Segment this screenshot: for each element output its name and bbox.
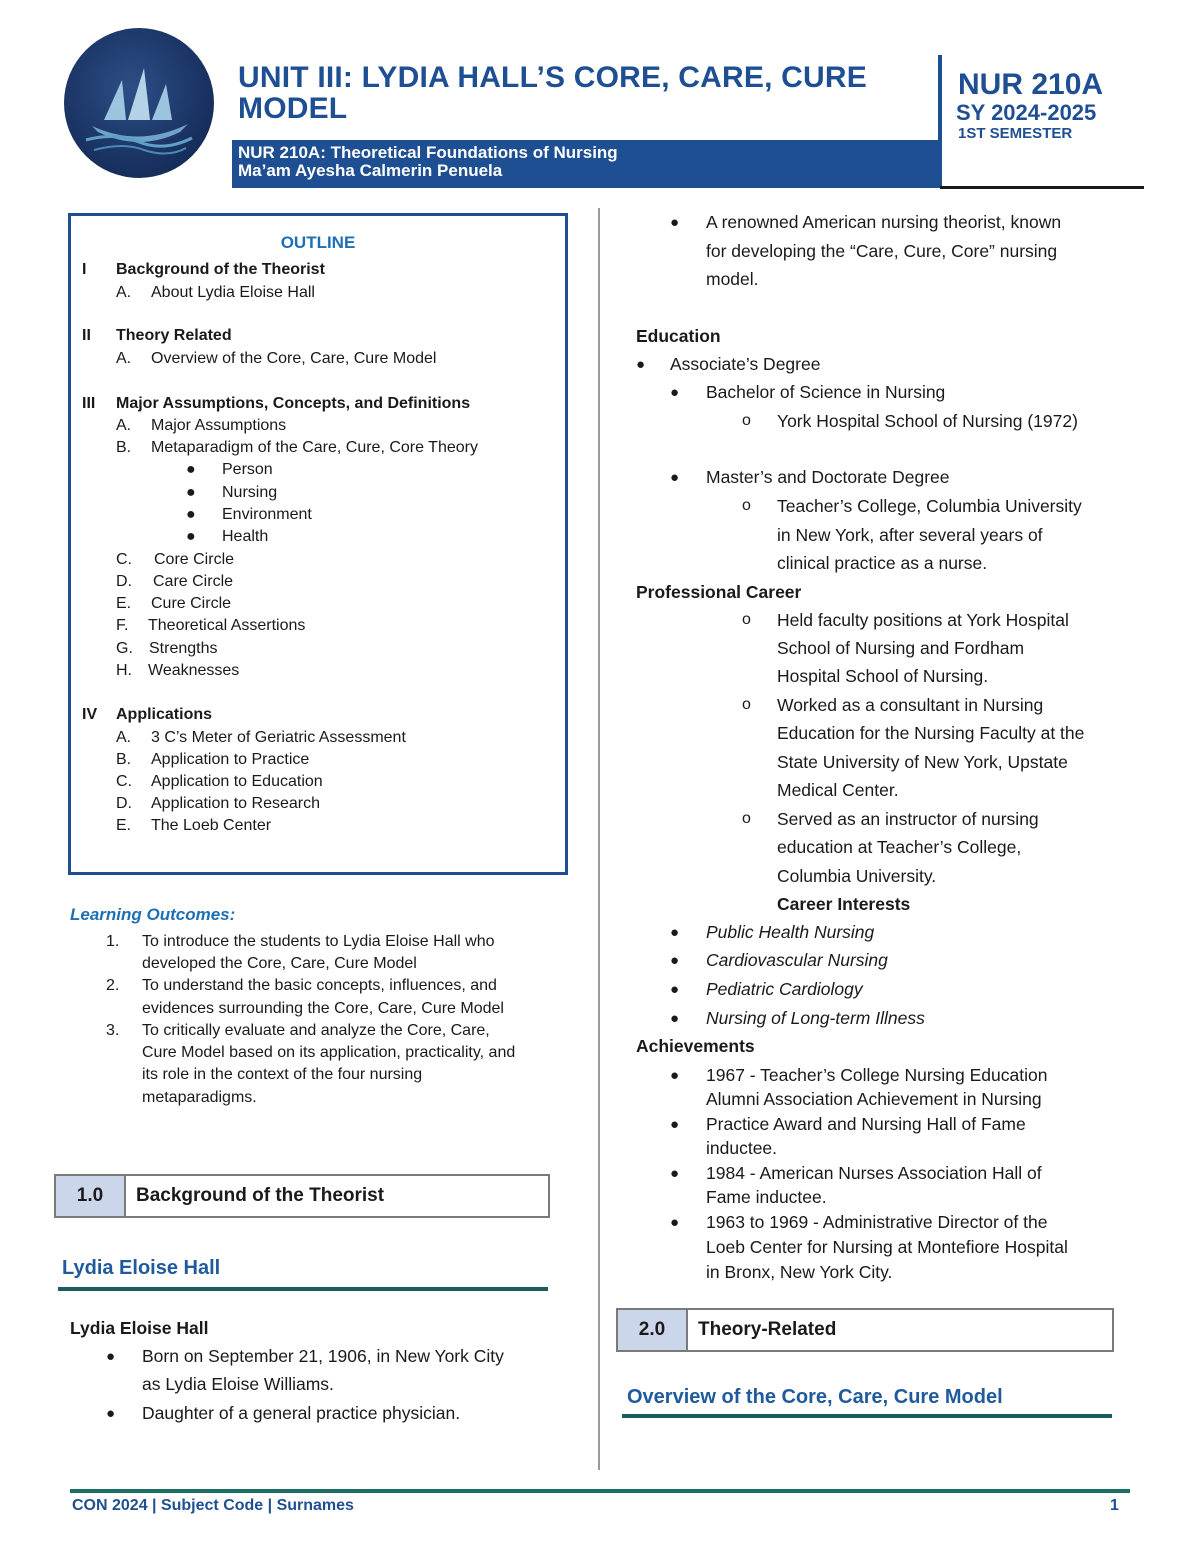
outline-item: Weaknesses [148,662,240,679]
outline-bullet: Environment [222,506,312,523]
outline-item: Application to Practice [151,751,310,768]
bullet-icon: ● [670,1214,680,1231]
outline-item: Application to Research [151,795,320,812]
outline-item: Strengths [149,640,218,657]
outline-sec2-a-letter: A. [116,350,132,367]
subsection-rule [622,1414,1112,1418]
outcome-text: To critically evaluate and analyze the Core, Care, [142,1022,490,1039]
outline-sec3-title: Major Assumptions, Concepts, and Definitions [116,395,471,412]
outline-bullet: Nursing [222,484,278,501]
section-number: 1.0 [56,1176,126,1216]
section-label: Background of the Theorist [136,1185,385,1206]
education-item: Associate’s Degree [670,354,821,374]
career-item: education at Teacher’s College, [777,837,1022,857]
circle-bullet-icon: o [742,412,751,429]
bullet-icon: ● [670,1165,680,1182]
outline-sec4-num: IV [82,706,98,723]
interest-item: Public Health Nursing [706,922,875,942]
subsection-rule [58,1287,548,1291]
outline-sec2-title: Theory Related [116,327,232,344]
career-item: Hospital School of Nursing. [777,666,989,686]
education-item: in New York, after several years of [777,525,1043,545]
outcome-text: metaparadigms. [142,1089,257,1106]
outcome-text: Cure Model based on its application, practicality, and [142,1044,516,1061]
outline-item-letter: C. [116,551,132,568]
course-line: NUR 210A: Theoretical Foundations of Nursing [238,143,618,162]
subsection-heading: Overview of the Core, Care, Cure Model [627,1386,1003,1408]
subsection-heading: Lydia Eloise Hall [62,1257,221,1279]
outline-item: Metaparadigm of the Care, Cure, Core Theory [151,439,478,456]
outline-item: Care Circle [153,573,234,590]
achievement-item: in Bronx, New York City. [706,1262,893,1282]
achievement-item: Alumni Association Achievement in Nursing [706,1089,1042,1109]
achievement-item: 1967 - Teacher’s College Nursing Education [706,1065,1048,1085]
outline-item-letter: G. [116,640,133,657]
outline-sec3-num: III [82,395,96,412]
circle-bullet-icon: o [742,497,751,514]
career-item: Served as an instructor of nursing [777,809,1039,829]
bullet-icon: ● [670,952,680,969]
outcome-text: developed the Core, Care, Cure Model [142,955,417,972]
unit-title-line2: MODEL [238,92,348,125]
achievement-item: inductee. [706,1138,778,1158]
school-logo [64,28,214,178]
outline-sec4-title: Applications [116,706,213,723]
bullet-icon: ● [186,461,196,478]
interest-item: Cardiovascular Nursing [706,950,888,970]
bio-text: Daughter of a general practice physician. [142,1403,461,1423]
outline-item: Major Assumptions [151,417,287,434]
column-divider [598,208,600,1470]
outline-sec1-a: About Lydia Eloise Hall [151,284,315,301]
header-divider [938,55,942,188]
career-item: Medical Center. [777,780,899,800]
interest-item: Pediatric Cardiology [706,979,863,999]
intro-text: for developing the “Care, Cure, Core” nursing [706,241,1058,261]
section-label: Theory-Related [698,1319,837,1340]
career-item: State University of New York, Upstate [777,752,1068,772]
outline-sec1-title: Background of the Theorist [116,261,325,278]
circle-bullet-icon: o [742,810,751,827]
outcome-text: evidences surrounding the Core, Care, Cure Model [142,1000,504,1017]
outline-item-letter: H. [116,662,132,679]
outline-item: Cure Circle [151,595,232,612]
outline-item-letter: E. [116,817,132,834]
bullet-icon: ● [670,1116,680,1133]
outline-item: Theoretical Assertions [148,617,306,634]
circle-bullet-icon: o [742,696,751,713]
footer-rule [70,1489,1130,1493]
outcome-number: 2. [106,977,120,994]
bullet-icon: ● [670,981,680,998]
footer-text: CON 2024 | Subject Code | Surnames [72,1497,354,1514]
intro-text: model. [706,269,759,289]
education-item: Master’s and Doctorate Degree [706,467,950,487]
achievement-item: Practice Award and Nursing Hall of Fame [706,1114,1026,1134]
education-item: clinical practice as a nurse. [777,553,988,573]
outline-title: OUTLINE [280,233,356,252]
education-heading: Education [636,326,721,346]
outline-sec1-num: I [82,261,87,278]
bullet-icon: ● [186,506,196,523]
outline-item-letter: B. [116,751,132,768]
outline-item-letter: E. [116,595,132,612]
outline-item-letter: D. [116,795,132,812]
career-item: Worked as a consultant in Nursing [777,695,1044,715]
outline-sec2-a: Overview of the Core, Care, Cure Model [151,350,437,367]
achievements-heading: Achievements [636,1036,755,1056]
outcome-text: To introduce the students to Lydia Eloise Hall who [142,933,495,950]
outcome-text: its role in the context of the four nursing [142,1066,423,1083]
semester: 1ST SEMESTER [958,125,1073,142]
bullet-icon: ● [106,1405,116,1422]
interests-heading: Career Interests [777,894,911,914]
outline-item-letter: F. [116,617,129,634]
outline-item-letter: B. [116,439,132,456]
bullet-icon: ● [106,1348,116,1365]
unit-title [238,62,928,124]
bullet-icon: ● [670,924,680,941]
school-year: SY 2024-2025 [956,100,1097,125]
bullet-icon: ● [186,484,196,501]
career-item: Held faculty positions at York Hospital [777,610,1069,630]
section-2-header [616,1308,1114,1352]
outline-item: The Loeb Center [151,817,272,834]
bullet-icon: ● [670,469,680,486]
outline-item-letter: C. [116,773,132,790]
education-item: Bachelor of Science in Nursing [706,382,946,402]
outcome-number: 3. [106,1022,120,1039]
outline-sec2-num: II [82,327,91,344]
outline-item-letter: A. [116,729,132,746]
section-1-header [54,1174,550,1218]
bullet-icon: ● [670,214,680,231]
bullet-icon: ● [670,384,680,401]
achievement-item: Fame inductee. [706,1187,827,1207]
education-item: Teacher’s College, Columbia University [777,496,1082,516]
career-item: School of Nursing and Fordham [777,638,1025,658]
section-number: 2.0 [618,1310,688,1350]
bio-text: as Lydia Eloise Williams. [142,1374,334,1394]
outline-item-letter: D. [116,573,132,590]
outline-item-letter: A. [116,417,132,434]
intro-text: A renowned American nursing theorist, known [706,212,1062,232]
outline-bullet: Health [222,528,269,545]
career-item: Education for the Nursing Faculty at the [777,723,1085,743]
achievement-item: 1963 to 1969 - Administrative Director of the [706,1212,1048,1232]
education-item: York Hospital School of Nursing (1972) [777,411,1078,431]
learning-outcomes-title: Learning Outcomes: [70,905,236,924]
outline-item: 3 C’s Meter of Geriatric Assessment [151,729,406,746]
theorist-name-heading: Lydia Eloise Hall [70,1318,209,1338]
outcome-text: To understand the basic concepts, influences, and [142,977,497,994]
bullet-icon: ● [670,1010,680,1027]
bullet-icon: ● [186,528,196,545]
outline-item: Application to Education [151,773,323,790]
unit-title-line1: UNIT III: LYDIA HALL’S CORE, CARE, CURE [238,61,867,94]
career-heading: Professional Career [636,582,802,602]
bullet-icon: ● [636,356,646,373]
outcome-number: 1. [106,933,120,950]
career-item: Columbia University. [777,866,937,886]
instructor-line: Ma’am Ayesha Calmerin Penuela [238,161,503,180]
achievement-item: 1984 - American Nurses Association Hall of [706,1163,1042,1183]
outline-bullet: Person [222,461,273,478]
outline-item: Core Circle [154,551,235,568]
achievement-item: Loeb Center for Nursing at Montefiore Hospital [706,1237,1068,1257]
outline-sec1-a-letter: A. [116,284,132,301]
bio-text: Born on September 21, 1906, in New York City [142,1346,504,1366]
ship-logo-icon [64,28,214,178]
course-code: NUR 210A [958,68,1104,101]
header-underline [940,186,1144,189]
circle-bullet-icon: o [742,611,751,628]
page-number: 1 [1110,1497,1119,1514]
interest-item: Nursing of Long-term Illness [706,1008,925,1028]
bullet-icon: ● [670,1067,680,1084]
